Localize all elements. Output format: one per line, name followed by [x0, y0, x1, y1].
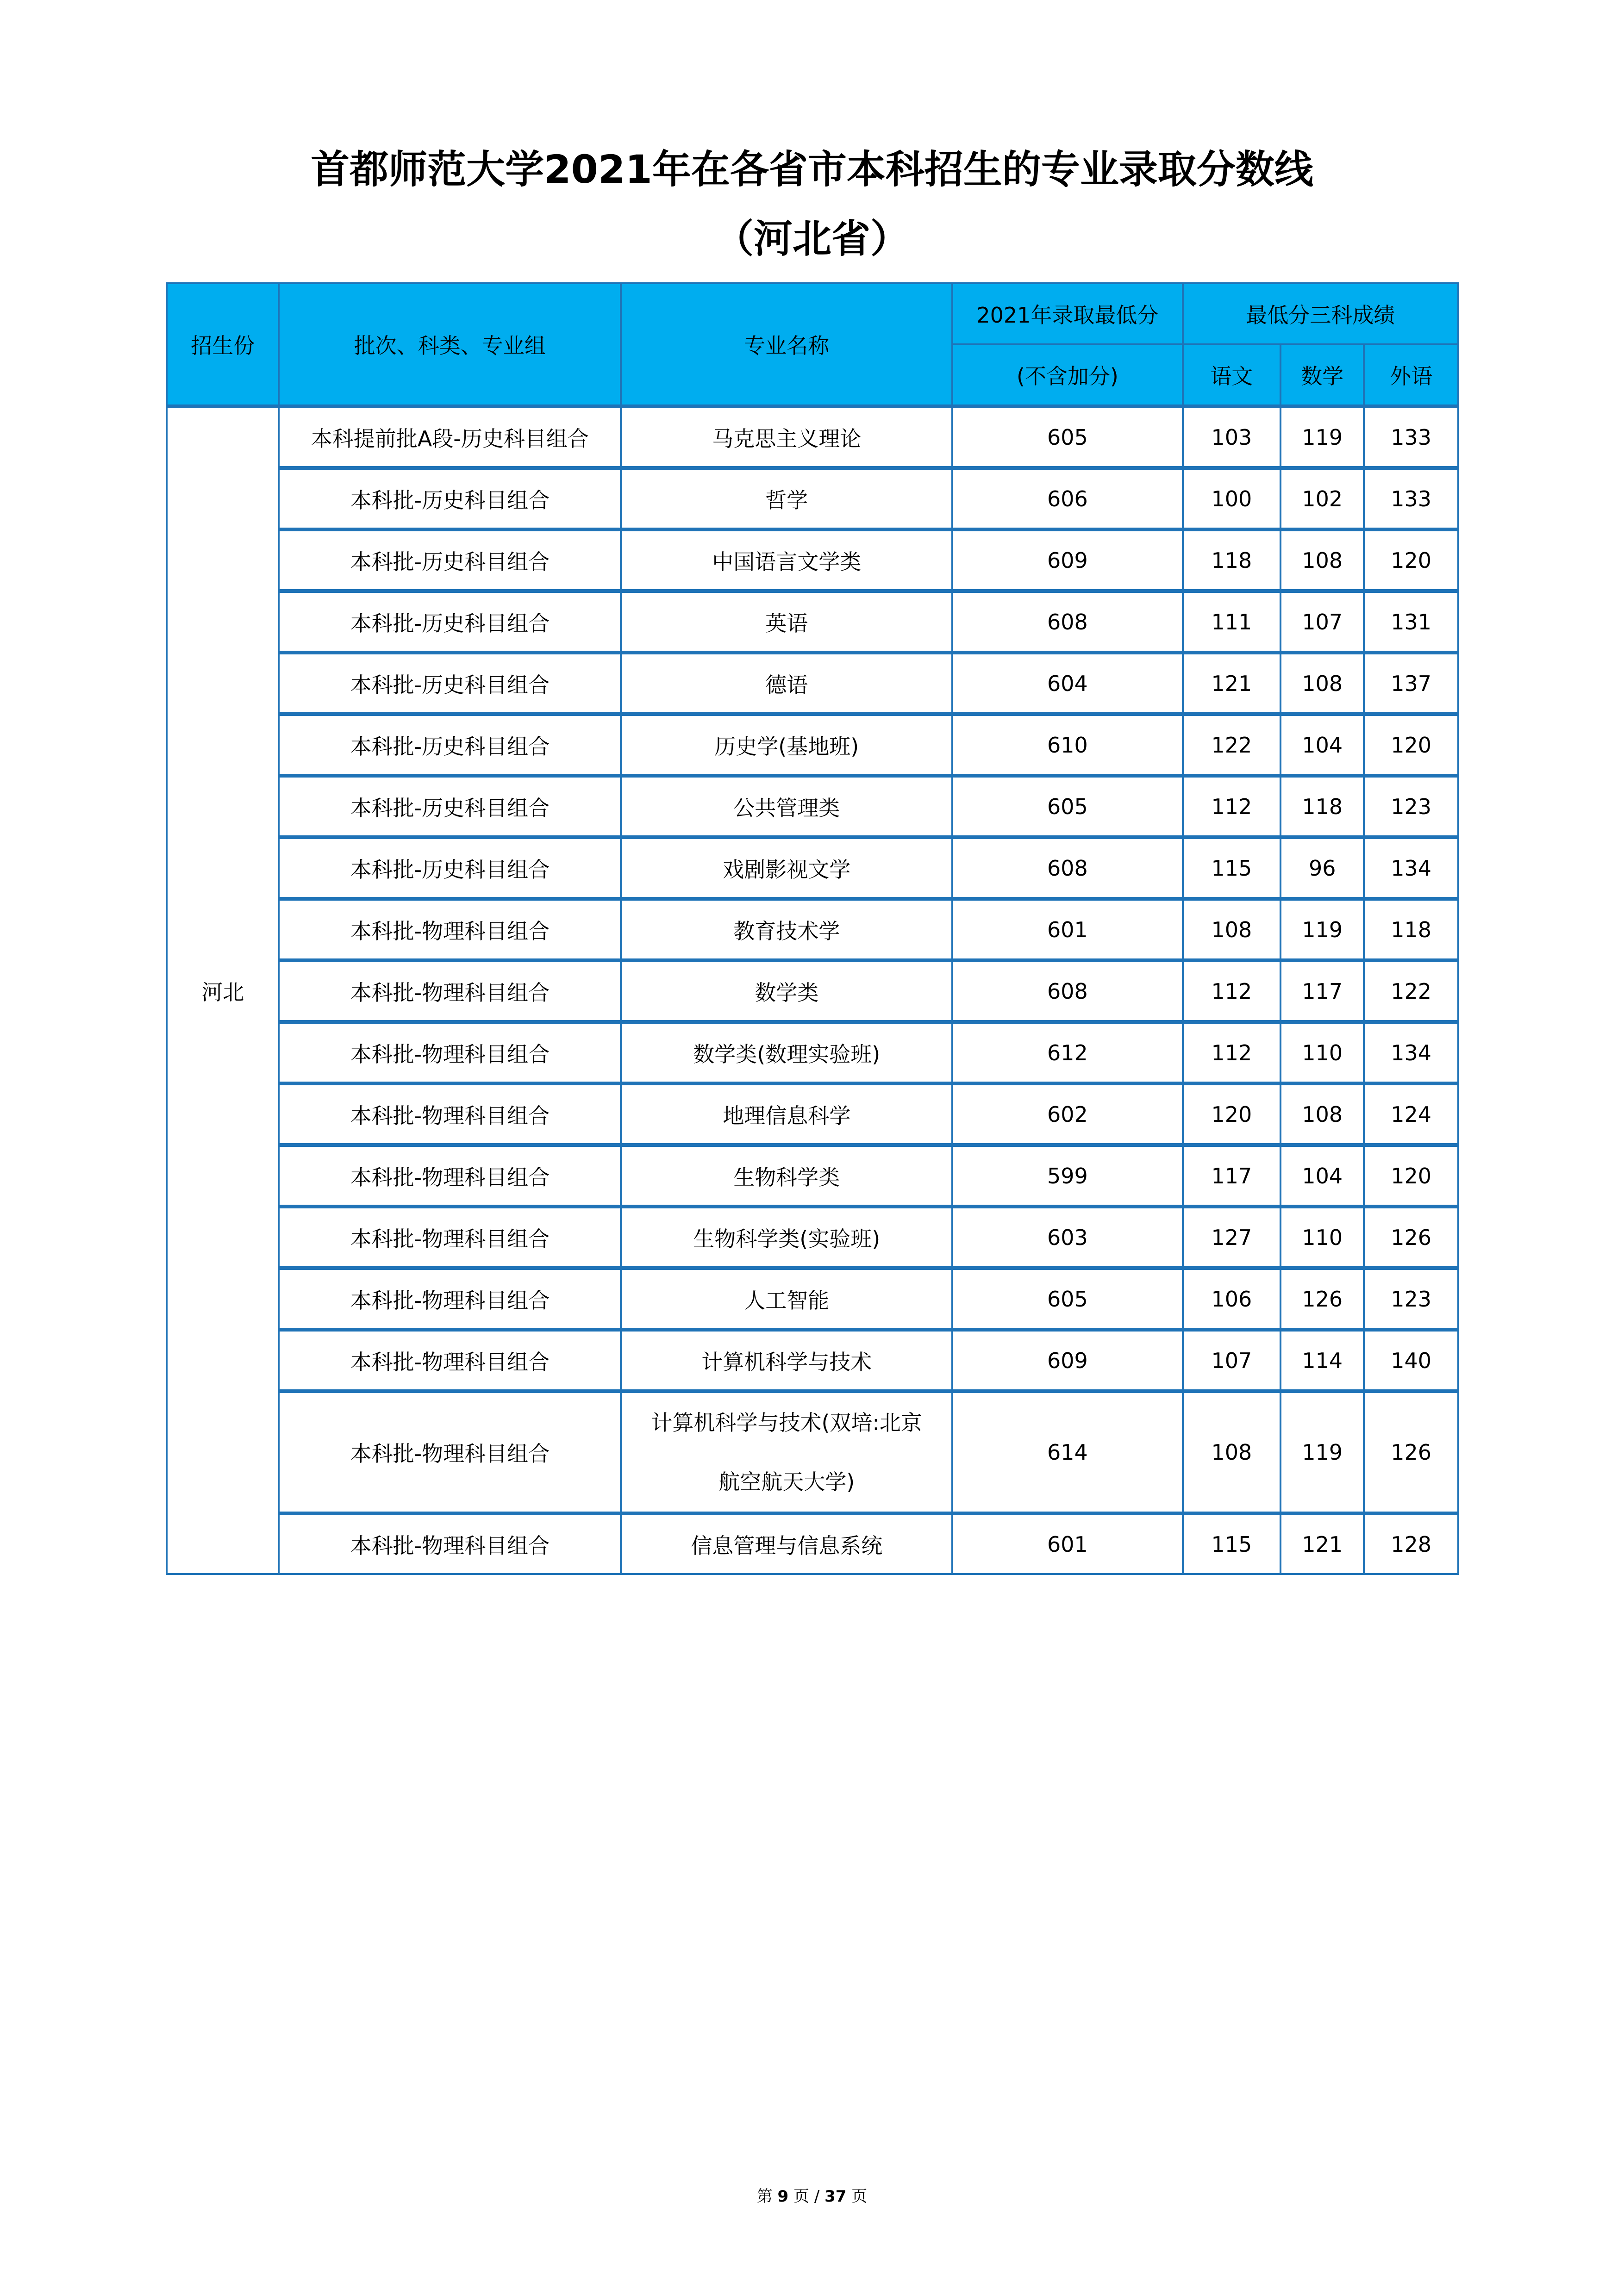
chinese-score-cell: 103 — [1183, 406, 1281, 468]
province-cell: 河北 — [167, 406, 279, 1574]
table-row — [167, 591, 1458, 653]
foreign-score-cell: 131 — [1364, 591, 1458, 653]
chinese-score-cell: 112 — [1183, 1022, 1281, 1083]
major-cell: 历史学(基地班) — [621, 714, 952, 776]
min-score-cell: 605 — [952, 406, 1182, 468]
batch-cell: 本科批-物理科目组合 — [279, 1268, 621, 1330]
batch-cell: 本科批-物理科目组合 — [279, 1330, 621, 1391]
header-major: 专业名称 — [621, 283, 952, 406]
batch-cell: 本科提前批A段-历史科目组合 — [279, 406, 621, 468]
min-score-cell: 603 — [952, 1207, 1182, 1268]
batch-cell: 本科批-物理科目组合 — [279, 960, 621, 1022]
batch-cell: 本科批-历史科目组合 — [279, 776, 621, 837]
math-score-cell: 110 — [1280, 1207, 1364, 1268]
header-subjects-group: 最低分三科成绩 — [1183, 283, 1459, 344]
major-cell: 英语 — [621, 591, 952, 653]
major-cell: 马克思主义理论 — [621, 406, 952, 468]
header-math: 数学 — [1280, 344, 1364, 406]
batch-cell: 本科批-物理科目组合 — [279, 899, 621, 960]
foreign-score-cell: 118 — [1364, 899, 1458, 960]
foreign-score-cell: 123 — [1364, 776, 1458, 837]
chinese-score-cell: 112 — [1183, 960, 1281, 1022]
foreign-score-cell: 133 — [1364, 406, 1458, 468]
batch-cell: 本科批-物理科目组合 — [279, 1513, 621, 1574]
table-row — [167, 406, 1458, 468]
table-row — [167, 1330, 1458, 1391]
math-score-cell: 108 — [1280, 653, 1364, 714]
min-score-cell: 609 — [952, 529, 1182, 591]
total-pages-number: 37 — [824, 2187, 847, 2206]
major-cell: 生物科学类 — [621, 1145, 952, 1207]
chinese-score-cell: 100 — [1183, 468, 1281, 529]
table-row — [167, 1022, 1458, 1083]
header-province: 招生份 — [167, 283, 279, 406]
table-row — [167, 1391, 1458, 1513]
min-score-cell: 601 — [952, 899, 1182, 960]
min-score-cell: 605 — [952, 776, 1182, 837]
min-score-cell: 608 — [952, 837, 1182, 899]
batch-cell: 本科批-物理科目组合 — [279, 1207, 621, 1268]
major-cell: 地理信息科学 — [621, 1083, 952, 1145]
chinese-score-cell: 115 — [1183, 837, 1281, 899]
batch-cell: 本科批-物理科目组合 — [279, 1391, 621, 1513]
major-cell: 哲学 — [621, 468, 952, 529]
chinese-score-cell: 118 — [1183, 529, 1281, 591]
math-score-cell: 96 — [1280, 837, 1364, 899]
batch-cell: 本科批-物理科目组合 — [279, 1145, 621, 1207]
admission-scores-table — [166, 282, 1459, 1575]
page-footer — [0, 2184, 1624, 2206]
math-score-cell: 121 — [1280, 1513, 1364, 1574]
major-cell: 中国语言文学类 — [621, 529, 952, 591]
current-page-number: 9 — [777, 2187, 789, 2206]
major-cell: 信息管理与信息系统 — [621, 1513, 952, 1574]
foreign-score-cell: 140 — [1364, 1330, 1458, 1391]
chinese-score-cell: 120 — [1183, 1083, 1281, 1145]
min-score-cell: 605 — [952, 1268, 1182, 1330]
header-chinese: 语文 — [1183, 344, 1281, 406]
footer-suffix: 页 — [851, 2187, 868, 2206]
major-line-1: 计算机科学与技术(双培:北京 — [651, 1410, 922, 1435]
chinese-score-cell: 115 — [1183, 1513, 1281, 1574]
foreign-score-cell: 126 — [1364, 1391, 1458, 1513]
math-score-cell: 102 — [1280, 468, 1364, 529]
math-score-cell: 117 — [1280, 960, 1364, 1022]
table-row — [167, 653, 1458, 714]
batch-cell: 本科批-物理科目组合 — [279, 1022, 621, 1083]
major-line-2: 航空航天大学) — [718, 1469, 855, 1494]
math-score-cell: 110 — [1280, 1022, 1364, 1083]
min-score-cell: 610 — [952, 714, 1182, 776]
document-subtitle: （河北省） — [714, 216, 909, 261]
table-row — [167, 960, 1458, 1022]
chinese-score-cell: 121 — [1183, 653, 1281, 714]
table-row — [167, 1513, 1458, 1574]
table-row — [167, 1268, 1458, 1330]
min-score-cell: 601 — [952, 1513, 1182, 1574]
foreign-score-cell: 128 — [1364, 1513, 1458, 1574]
major-cell: 数学类(数理实验班) — [621, 1022, 952, 1083]
chinese-score-cell: 111 — [1183, 591, 1281, 653]
foreign-score-cell: 120 — [1364, 714, 1458, 776]
math-score-cell: 126 — [1280, 1268, 1364, 1330]
footer-prefix: 第 — [756, 2187, 773, 2206]
foreign-score-cell: 120 — [1364, 1145, 1458, 1207]
major-cell: 计算机科学与技术 — [621, 1330, 952, 1391]
header-foreign: 外语 — [1364, 344, 1458, 406]
footer-mid: 页 / — [793, 2187, 820, 2206]
chinese-score-cell: 108 — [1183, 899, 1281, 960]
foreign-score-cell: 120 — [1364, 529, 1458, 591]
table-row — [167, 468, 1458, 529]
header-batch: 批次、科类、专业组 — [279, 283, 621, 406]
batch-cell: 本科批-物理科目组合 — [279, 1083, 621, 1145]
foreign-score-cell: 122 — [1364, 960, 1458, 1022]
chinese-score-cell: 127 — [1183, 1207, 1281, 1268]
major-cell: 数学类 — [621, 960, 952, 1022]
math-score-cell: 118 — [1280, 776, 1364, 837]
math-score-cell: 108 — [1280, 1083, 1364, 1145]
math-score-cell: 119 — [1280, 1391, 1364, 1513]
table-row — [167, 1207, 1458, 1268]
math-score-cell: 104 — [1280, 714, 1364, 776]
chinese-score-cell: 122 — [1183, 714, 1281, 776]
major-cell: 公共管理类 — [621, 776, 952, 837]
foreign-score-cell: 126 — [1364, 1207, 1458, 1268]
math-score-cell: 114 — [1280, 1330, 1364, 1391]
min-score-cell: 608 — [952, 960, 1182, 1022]
major-cell: 生物科学类(实验班) — [621, 1207, 952, 1268]
document-title: 首都师范大学2021年在各省市本科招生的专业录取分数线 — [311, 147, 1313, 192]
math-score-cell: 108 — [1280, 529, 1364, 591]
foreign-score-cell: 124 — [1364, 1083, 1458, 1145]
table-row — [167, 776, 1458, 837]
batch-cell: 本科批-历史科目组合 — [279, 468, 621, 529]
table-row — [167, 529, 1458, 591]
major-cell: 人工智能 — [621, 1268, 952, 1330]
header-min-score: 2021年录取最低分 — [952, 283, 1182, 344]
table-row — [167, 837, 1458, 899]
batch-cell: 本科批-历史科目组合 — [279, 837, 621, 899]
chinese-score-cell: 106 — [1183, 1268, 1281, 1330]
batch-cell: 本科批-历史科目组合 — [279, 653, 621, 714]
min-score-cell: 602 — [952, 1083, 1182, 1145]
major-cell — [621, 1391, 952, 1513]
foreign-score-cell: 137 — [1364, 653, 1458, 714]
foreign-score-cell: 133 — [1364, 468, 1458, 529]
chinese-score-cell: 108 — [1183, 1391, 1281, 1513]
chinese-score-cell: 107 — [1183, 1330, 1281, 1391]
math-score-cell: 119 — [1280, 406, 1364, 468]
min-score-cell: 609 — [952, 1330, 1182, 1391]
foreign-score-cell: 134 — [1364, 837, 1458, 899]
major-cell: 教育技术学 — [621, 899, 952, 960]
foreign-score-cell: 134 — [1364, 1022, 1458, 1083]
table-row — [167, 1145, 1458, 1207]
chinese-score-cell: 117 — [1183, 1145, 1281, 1207]
batch-cell: 本科批-历史科目组合 — [279, 591, 621, 653]
min-score-cell: 604 — [952, 653, 1182, 714]
chinese-score-cell: 112 — [1183, 776, 1281, 837]
min-score-cell: 608 — [952, 591, 1182, 653]
header-min-score-note: (不含加分) — [952, 344, 1182, 406]
table-row — [167, 714, 1458, 776]
table-row — [167, 899, 1458, 960]
min-score-cell: 614 — [952, 1391, 1182, 1513]
min-score-cell: 606 — [952, 468, 1182, 529]
major-cell: 德语 — [621, 653, 952, 714]
batch-cell: 本科批-历史科目组合 — [279, 714, 621, 776]
major-cell: 戏剧影视文学 — [621, 837, 952, 899]
min-score-cell: 612 — [952, 1022, 1182, 1083]
min-score-cell: 599 — [952, 1145, 1182, 1207]
math-score-cell: 107 — [1280, 591, 1364, 653]
math-score-cell: 119 — [1280, 899, 1364, 960]
batch-cell: 本科批-历史科目组合 — [279, 529, 621, 591]
math-score-cell: 104 — [1280, 1145, 1364, 1207]
table-row — [167, 1083, 1458, 1145]
foreign-score-cell: 123 — [1364, 1268, 1458, 1330]
